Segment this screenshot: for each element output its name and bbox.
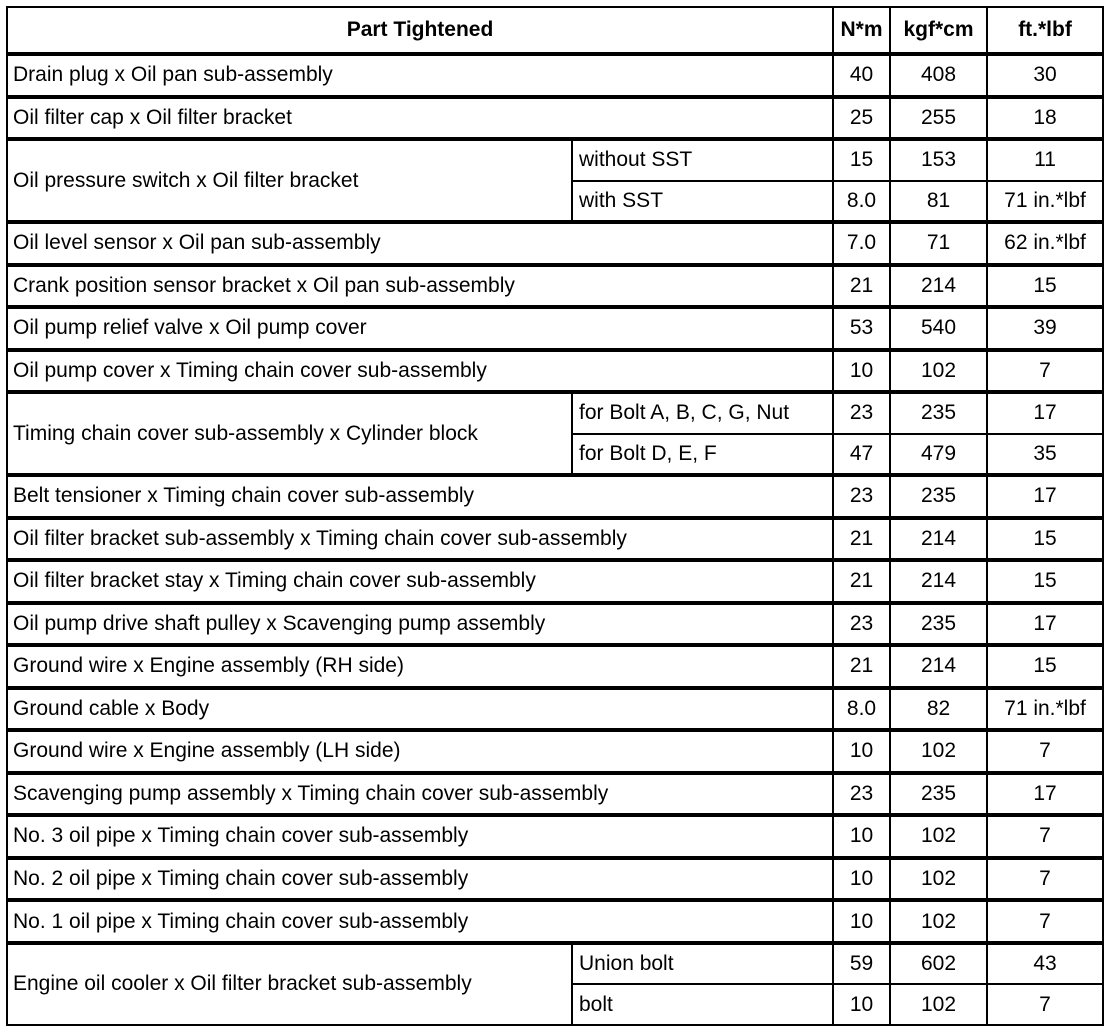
nm-value-cell: 10 xyxy=(833,858,890,901)
part-name-cell: Ground wire x Engine assembly (RH side) xyxy=(7,645,833,688)
part-name-cell: Belt tensioner x Timing chain cover sub-assembly xyxy=(7,475,833,518)
kgf-cm-value-cell: 235 xyxy=(890,603,987,646)
table-row xyxy=(7,392,1103,434)
nm-value-cell: 7.0 xyxy=(833,222,890,265)
part-name-cell: Engine oil cooler x Oil filter bracket sub-assembly xyxy=(7,943,572,1025)
nm-value-cell: 23 xyxy=(833,475,890,518)
condition-cell: Union bolt xyxy=(572,943,833,985)
part-name-cell: Oil filter cap x Oil filter bracket xyxy=(7,97,833,140)
ft-lbf-value-cell: 15 xyxy=(987,645,1103,688)
nm-value-cell: 10 xyxy=(833,815,890,858)
kgf-cm-value-cell: 102 xyxy=(890,350,987,393)
nm-value-cell: 40 xyxy=(833,54,890,97)
nm-value-cell: 47 xyxy=(833,434,890,476)
kgf-cm-value-cell: 479 xyxy=(890,434,987,476)
part-name-cell: Oil filter bracket sub-assembly x Timing chain cover sub-assembly xyxy=(7,518,833,561)
condition-cell: for Bolt D, E, F xyxy=(572,434,833,476)
nm-value-cell: 23 xyxy=(833,392,890,434)
kgf-cm-value-cell: 408 xyxy=(890,54,987,97)
table-row xyxy=(7,475,1103,518)
header-part-tightened: Part Tightened xyxy=(7,7,833,54)
ft-lbf-value-cell: 62 in.*lbf xyxy=(987,222,1103,265)
table-row xyxy=(7,97,1103,140)
table-row xyxy=(7,815,1103,858)
kgf-cm-value-cell: 102 xyxy=(890,984,987,1025)
header-ft-lbf: ft.*lbf xyxy=(987,7,1103,54)
kgf-cm-value-cell: 214 xyxy=(890,560,987,603)
nm-value-cell: 10 xyxy=(833,984,890,1025)
part-name-cell: Oil filter bracket stay x Timing chain cover sub-assembly xyxy=(7,560,833,603)
ft-lbf-value-cell: 71 in.*lbf xyxy=(987,688,1103,731)
part-name-cell: Ground wire x Engine assembly (LH side) xyxy=(7,730,833,773)
condition-cell: without SST xyxy=(572,139,833,181)
ft-lbf-value-cell: 7 xyxy=(987,350,1103,393)
part-name-cell: Oil level sensor x Oil pan sub-assembly xyxy=(7,222,833,265)
table-row xyxy=(7,943,1103,985)
ft-lbf-value-cell: 11 xyxy=(987,139,1103,181)
ft-lbf-value-cell: 17 xyxy=(987,475,1103,518)
header-kgf-cm: kgf*cm xyxy=(890,7,987,54)
table-body xyxy=(7,54,1103,1025)
part-name-cell: Oil pump drive shaft pulley x Scavenging pump assembly xyxy=(7,603,833,646)
nm-value-cell: 59 xyxy=(833,943,890,985)
table-row xyxy=(7,307,1103,350)
kgf-cm-value-cell: 102 xyxy=(890,900,987,943)
kgf-cm-value-cell: 214 xyxy=(890,265,987,308)
ft-lbf-value-cell: 7 xyxy=(987,858,1103,901)
part-name-cell: Ground cable x Body xyxy=(7,688,833,731)
table-row xyxy=(7,265,1103,308)
part-name-cell: Crank position sensor bracket x Oil pan sub-assembly xyxy=(7,265,833,308)
part-name-cell: Timing chain cover sub-assembly x Cylinder block xyxy=(7,392,572,475)
ft-lbf-value-cell: 35 xyxy=(987,434,1103,476)
table-row xyxy=(7,645,1103,688)
nm-value-cell: 21 xyxy=(833,518,890,561)
ft-lbf-value-cell: 15 xyxy=(987,560,1103,603)
ft-lbf-value-cell: 43 xyxy=(987,943,1103,985)
nm-value-cell: 21 xyxy=(833,560,890,603)
kgf-cm-value-cell: 214 xyxy=(890,518,987,561)
nm-value-cell: 21 xyxy=(833,265,890,308)
nm-value-cell: 53 xyxy=(833,307,890,350)
part-name-cell: Oil pump relief valve x Oil pump cover xyxy=(7,307,833,350)
nm-value-cell: 8.0 xyxy=(833,688,890,731)
nm-value-cell: 10 xyxy=(833,900,890,943)
torque-spec-table xyxy=(6,6,1104,1026)
kgf-cm-value-cell: 153 xyxy=(890,139,987,181)
kgf-cm-value-cell: 82 xyxy=(890,688,987,731)
kgf-cm-value-cell: 102 xyxy=(890,730,987,773)
table-row xyxy=(7,858,1103,901)
condition-cell: bolt xyxy=(572,984,833,1025)
table-row xyxy=(7,222,1103,265)
ft-lbf-value-cell: 15 xyxy=(987,518,1103,561)
kgf-cm-value-cell: 235 xyxy=(890,475,987,518)
table-row xyxy=(7,560,1103,603)
table-row xyxy=(7,730,1103,773)
ft-lbf-value-cell: 7 xyxy=(987,900,1103,943)
condition-cell: for Bolt A, B, C, G, Nut xyxy=(572,392,833,434)
ft-lbf-value-cell: 17 xyxy=(987,603,1103,646)
table-row xyxy=(7,54,1103,97)
table-row xyxy=(7,139,1103,181)
ft-lbf-value-cell: 7 xyxy=(987,984,1103,1025)
table-row xyxy=(7,688,1103,731)
ft-lbf-value-cell: 15 xyxy=(987,265,1103,308)
ft-lbf-value-cell: 17 xyxy=(987,392,1103,434)
part-name-cell: No. 1 oil pipe x Timing chain cover sub-assembly xyxy=(7,900,833,943)
ft-lbf-value-cell: 7 xyxy=(987,730,1103,773)
header-row xyxy=(7,7,1103,54)
part-name-cell: Oil pump cover x Timing chain cover sub-assembly xyxy=(7,350,833,393)
condition-cell: with SST xyxy=(572,181,833,223)
kgf-cm-value-cell: 540 xyxy=(890,307,987,350)
header-nm: N*m xyxy=(833,7,890,54)
table-row xyxy=(7,900,1103,943)
nm-value-cell: 10 xyxy=(833,730,890,773)
part-name-cell: No. 2 oil pipe x Timing chain cover sub-assembly xyxy=(7,858,833,901)
nm-value-cell: 21 xyxy=(833,645,890,688)
part-name-cell: Oil pressure switch x Oil filter bracket xyxy=(7,139,572,222)
nm-value-cell: 23 xyxy=(833,603,890,646)
kgf-cm-value-cell: 235 xyxy=(890,773,987,816)
kgf-cm-value-cell: 235 xyxy=(890,392,987,434)
ft-lbf-value-cell: 7 xyxy=(987,815,1103,858)
kgf-cm-value-cell: 214 xyxy=(890,645,987,688)
part-name-cell: No. 3 oil pipe x Timing chain cover sub-assembly xyxy=(7,815,833,858)
kgf-cm-value-cell: 602 xyxy=(890,943,987,985)
part-name-cell: Scavenging pump assembly x Timing chain cover sub-assembly xyxy=(7,773,833,816)
ft-lbf-value-cell: 71 in.*lbf xyxy=(987,181,1103,223)
table-row xyxy=(7,518,1103,561)
nm-value-cell: 25 xyxy=(833,97,890,140)
ft-lbf-value-cell: 30 xyxy=(987,54,1103,97)
kgf-cm-value-cell: 81 xyxy=(890,181,987,223)
nm-value-cell: 15 xyxy=(833,139,890,181)
nm-value-cell: 10 xyxy=(833,350,890,393)
kgf-cm-value-cell: 71 xyxy=(890,222,987,265)
nm-value-cell: 8.0 xyxy=(833,181,890,223)
table-row xyxy=(7,773,1103,816)
table-row xyxy=(7,603,1103,646)
table-row xyxy=(7,350,1103,393)
kgf-cm-value-cell: 102 xyxy=(890,815,987,858)
kgf-cm-value-cell: 102 xyxy=(890,858,987,901)
part-name-cell: Drain plug x Oil pan sub-assembly xyxy=(7,54,833,97)
kgf-cm-value-cell: 255 xyxy=(890,97,987,140)
nm-value-cell: 23 xyxy=(833,773,890,816)
ft-lbf-value-cell: 18 xyxy=(987,97,1103,140)
ft-lbf-value-cell: 17 xyxy=(987,773,1103,816)
ft-lbf-value-cell: 39 xyxy=(987,307,1103,350)
